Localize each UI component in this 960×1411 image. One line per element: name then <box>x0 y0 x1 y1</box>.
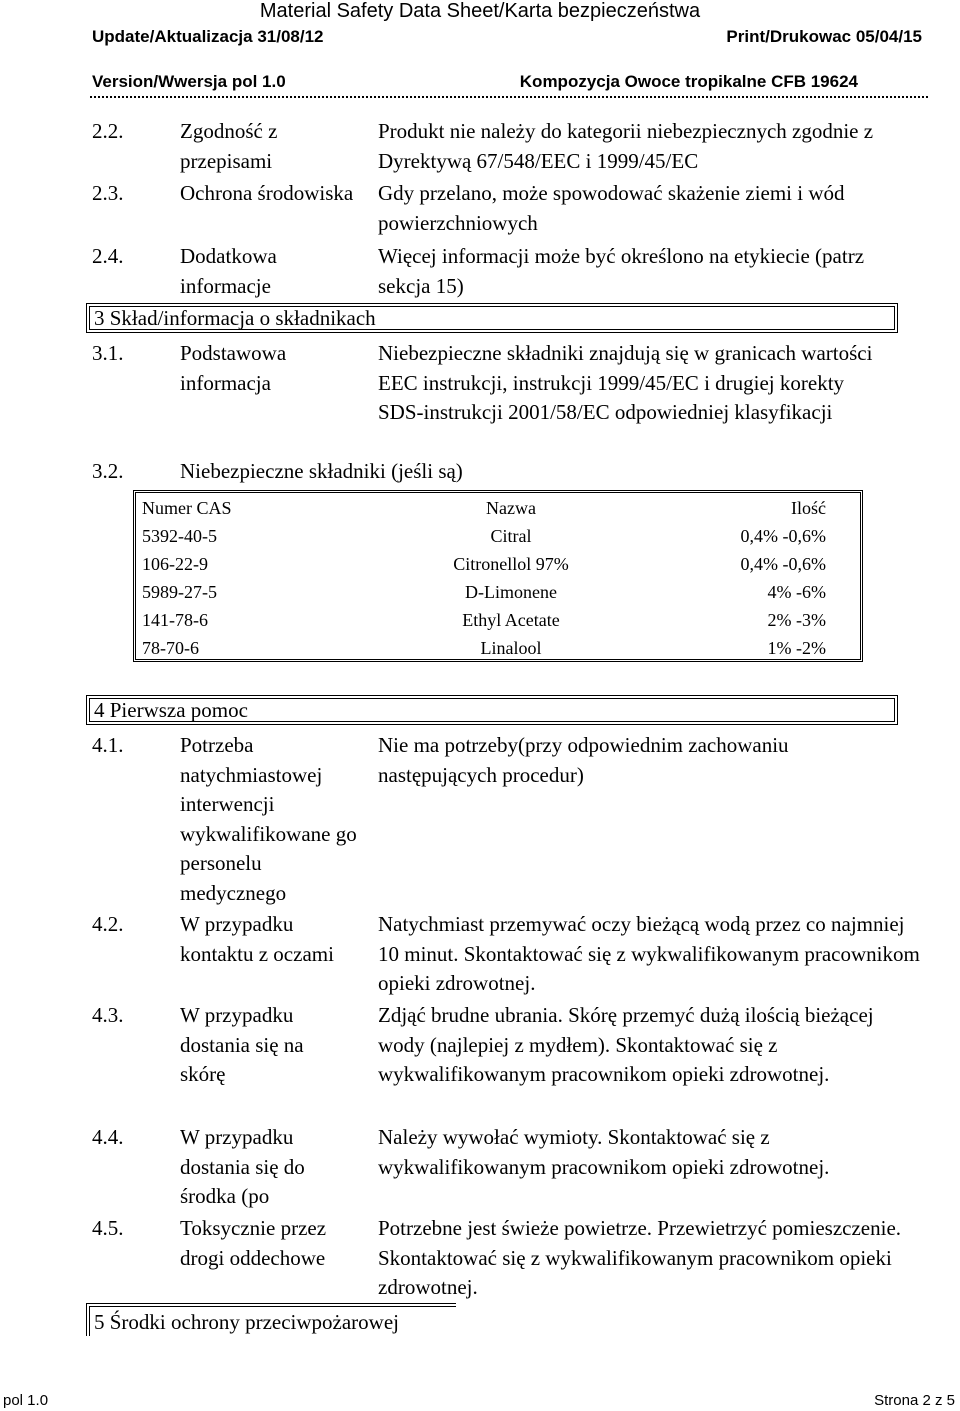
item-label: Zgodność z przepisami <box>180 119 278 173</box>
item-text: Należy wywołać wymioty. Skontaktować się z wykwalifikowanym pracownikom opieki zdrowotnej. <box>378 1125 830 1179</box>
table-row <box>136 550 860 578</box>
item-label: W przypadku dostania się na skórę <box>180 1003 304 1086</box>
item-number: 2.4. <box>92 244 124 268</box>
ingredient-name: Linalool <box>480 638 542 658</box>
item-number: 4.5. <box>92 1216 124 1240</box>
page-number: Strona 2 z 5 <box>874 1392 955 1409</box>
column-header-name: Nazwa <box>486 498 536 518</box>
item-number: 2.2. <box>92 119 124 143</box>
table-header-row <box>136 494 860 522</box>
table-row <box>136 634 860 662</box>
column-header-amount: Ilość <box>791 498 826 518</box>
item-number: 4.3. <box>92 1003 124 1027</box>
item-text: Gdy przelano, może spowodować skażenie ziemi i wód powierzchniowych <box>378 181 845 235</box>
item-label: Toksycznie przez drogi oddechowe <box>180 1216 327 1270</box>
item-label: Potrzeba natychmiastowej interwencji wykwalifikowane go personelu medycznego <box>180 733 357 905</box>
ingredient-amount: 1% -2% <box>767 638 826 658</box>
item-text: Potrzebne jest świeże powietrze. Przewietrzyć pomieszczenie. Skontaktować się z wykwalifikowanym pracownikom opieki zdrowotnej. <box>378 1216 902 1299</box>
item-text: Więcej informacji może być określono na etykiecie (patrz sekcja 15) <box>378 244 865 298</box>
item-label: Niebezpieczne składniki (jeśli są) <box>180 459 463 483</box>
cas-number: 78-70-6 <box>142 638 199 658</box>
version-label: Version/Wwersja pol 1.0 <box>92 72 286 91</box>
footer-version: pol 1.0 <box>3 1392 49 1409</box>
item-text: Zdjąć brudne ubrania. Skórę przemyć dużą ilością bieżącej wody (najlepiej z mydłem). Skontaktować się z wykwalifikowanym pracownikom opieki zdrowotnej. <box>378 1003 874 1086</box>
document-title: Material Safety Data Sheet/Karta bezpieczeństwa <box>259 0 701 22</box>
section-heading-3: 3 Skład/informacja o składnikach <box>86 303 898 333</box>
header-divider <box>90 96 928 98</box>
ingredient-name: Citronellol 97% <box>453 554 569 574</box>
cas-number: 141-78-6 <box>142 610 208 630</box>
item-number: 2.3. <box>92 181 124 205</box>
cas-number: 106-22-9 <box>142 554 208 574</box>
item-number: 3.2. <box>92 459 124 483</box>
item-text: Niebezpieczne składniki znajdują się w granicach wartości EEC instrukcji, instrukcji 1999/45/EC i drugiej korekty SDS-instrukcji 2001/58/EC odpowiedniej klasyfikacji <box>378 341 873 424</box>
item-text: Nie ma potrzeby(przy odpowiednim zachowaniu następujących procedur) <box>378 733 789 787</box>
ingredient-amount: 0,4% -0,6% <box>740 526 826 546</box>
table-row <box>136 606 860 634</box>
ingredient-name: D-Limonene <box>465 582 557 602</box>
ingredient-name: Citral <box>490 526 532 546</box>
item-text: Produkt nie należy do kategorii niebezpiecznych zgodnie z Dyrektywą 67/548/EEC i 1999/45/EC <box>378 119 874 173</box>
item-label: Ochrona środowiska <box>180 181 354 205</box>
item-label: W przypadku dostania się do środka (po <box>180 1125 305 1208</box>
item-label: W przypadku kontaktu z oczami <box>180 912 334 966</box>
item-number: 4.4. <box>92 1125 124 1149</box>
item-text: Natychmiast przemywać oczy bieżącą wodą przez co najmniej 10 minut. Skontaktować się z wykwalifikowanym pracownikom opieki zdrowotnej. <box>378 912 920 995</box>
item-number: 4.1. <box>92 733 124 757</box>
ingredient-amount: 4% -6% <box>767 582 826 602</box>
ingredient-name: Ethyl Acetate <box>462 610 560 630</box>
item-label: Podstawowa informacja <box>180 341 287 395</box>
column-header-cas: Numer CAS <box>142 498 232 518</box>
item-number: 4.2. <box>92 912 124 936</box>
section-heading-4: 4 Pierwsza pomoc <box>86 695 898 725</box>
hazardous-ingredients-table <box>133 490 863 662</box>
table-row <box>136 522 860 550</box>
print-date: Print/Drukowac 05/04/15 <box>726 27 922 46</box>
table-row <box>136 578 860 606</box>
item-number: 3.1. <box>92 341 124 365</box>
cas-number: 5392-40-5 <box>142 526 217 546</box>
ingredient-amount: 0,4% -0,6% <box>740 554 826 574</box>
ingredient-amount: 2% -3% <box>767 610 826 630</box>
item-label: Dodatkowa informacje <box>180 244 277 298</box>
product-composition: Kompozycja Owoce tropikalne CFB 19624 <box>519 72 858 91</box>
cas-number: 5989-27-5 <box>142 582 217 602</box>
section-heading-5: 5 Środki ochrony przeciwpożarowej <box>86 1303 456 1336</box>
update-date: Update/Aktualizacja 31/08/12 <box>92 27 324 46</box>
